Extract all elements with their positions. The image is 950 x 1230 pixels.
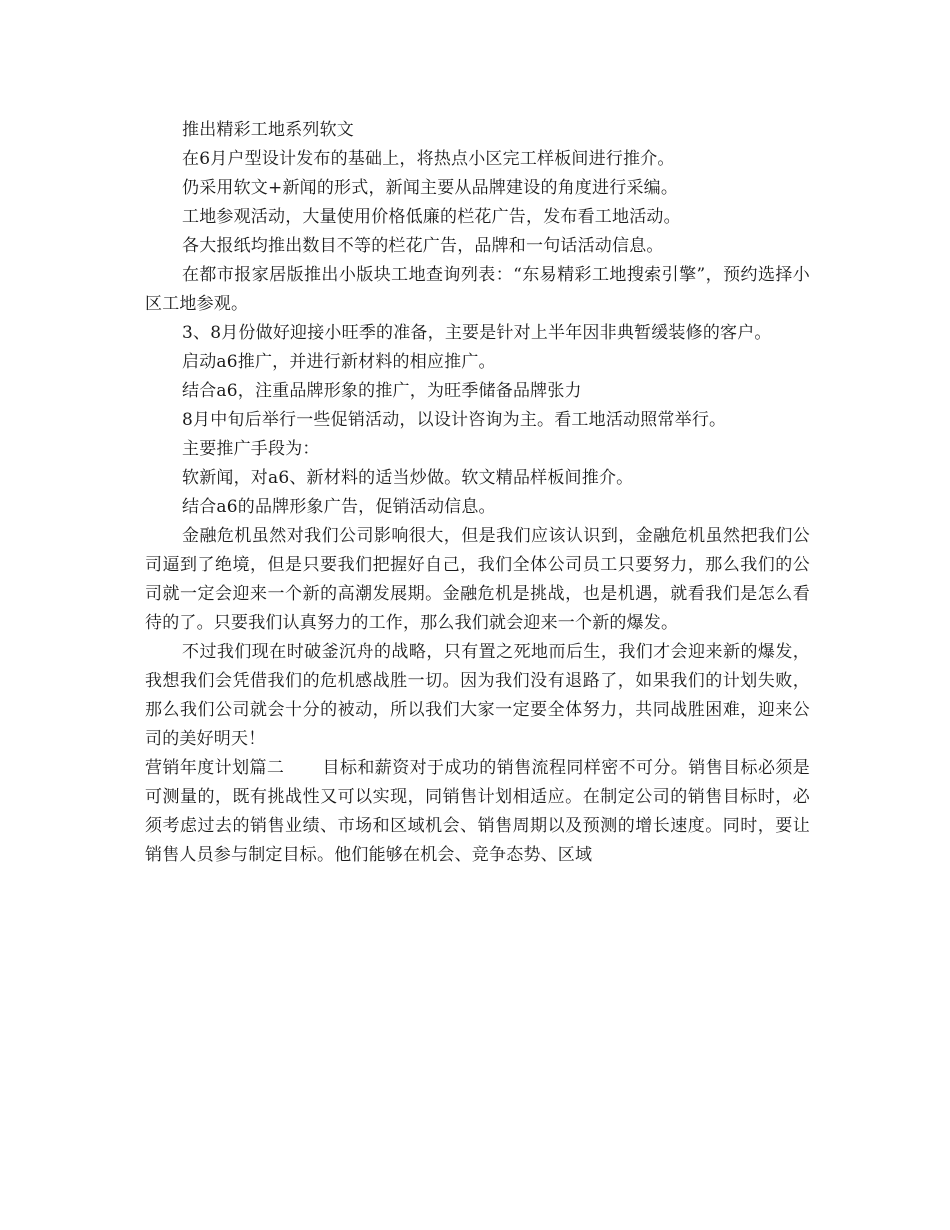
document-body	[145, 116, 810, 870]
paragraph-a6-launch: 启动a6推广，并进行新材料的相应推广。	[182, 352, 496, 372]
paragraph-financial-crisis: 金融危机虽然对我们公司影响很大，但是我们应该认识到，金融危机虽然把我们公司逼到了绝境，但是只要我们把握好自己，我们全体公司员工只要努力，那么我们的公司就一定会迎来一个新的高潮发展期。金融危机是挑战，也是机遇，就看我们是怎么看待的了。只要我们认真努力的工作，那么我们就会迎来一个新的爆发。	[145, 526, 810, 633]
paragraph-mid-august-promo: 8月中旬后举行一些促销活动，以设计咨询为主。看工地活动照常举行。	[182, 410, 727, 430]
paragraph-august-prep: 3、8月份做好迎接小旺季的准备，主要是针对上半年因非典暂缓装修的客户。	[182, 323, 772, 343]
paragraph-a6-image-ad: 结合a6的品牌形象广告，促销活动信息。	[182, 497, 496, 517]
paragraph-heading-construction-series: 推出精彩工地系列软文	[182, 120, 354, 140]
paragraph-resolve: 不过我们现在时破釜沉舟的战略，只有置之死地而后生，我们才会迎来新的爆发，我想我们会凭借我们的危机感战胜一切。因为我们没有退路了，如果我们的计划失败，那么我们公司就会十分的被动，所以我们大家一定要全体努力，共同战胜困难，迎来公司的美好明天！	[145, 642, 810, 749]
paragraph-a6-brand: 结合a6，注重品牌形象的推广，为旺季储备品牌张力	[182, 381, 582, 401]
paragraph-promo-methods-label: 主要推广手段为：	[182, 439, 320, 459]
section-two-body: 目标和薪资对于成功的销售流程同样密不可分。销售目标必须是可测量的，既有挑战性又可以实现，同销售计划相适应。在制定公司的销售目标时，必须考虑过去的销售业绩、市场和区域机会、销售周期以及预测的增长速度。同时，要让销售人员参与制定目标。他们能够在机会、竞争态势、区域	[145, 758, 810, 865]
section-heading: 营销年度计划篇二	[145, 758, 285, 778]
paragraph-site-visit: 工地参观活动，大量使用价格低廉的栏花广告，发布看工地活动。	[182, 207, 681, 227]
paragraph-june-layout: 在6月户型设计发布的基础上，将热点小区完工样板间进行推介。	[182, 149, 675, 169]
paragraph-section-two	[145, 754, 810, 870]
paragraph-newspapers: 各大报纸均推出数目不等的栏花广告，品牌和一句话活动信息。	[182, 236, 664, 256]
paragraph-soft-news: 软新闻，对a6、新材料的适当炒做。软文精品样板间推介。	[182, 468, 634, 488]
paragraph-site-search-engine: 在都市报家居版推出小版块工地查询列表：“东易精彩工地搜索引擎”，预约选择小区工地参观。	[145, 265, 810, 314]
paragraph-softnews-format: 仍采用软文+新闻的形式，新闻主要从品牌建设的角度进行采编。	[182, 178, 679, 198]
